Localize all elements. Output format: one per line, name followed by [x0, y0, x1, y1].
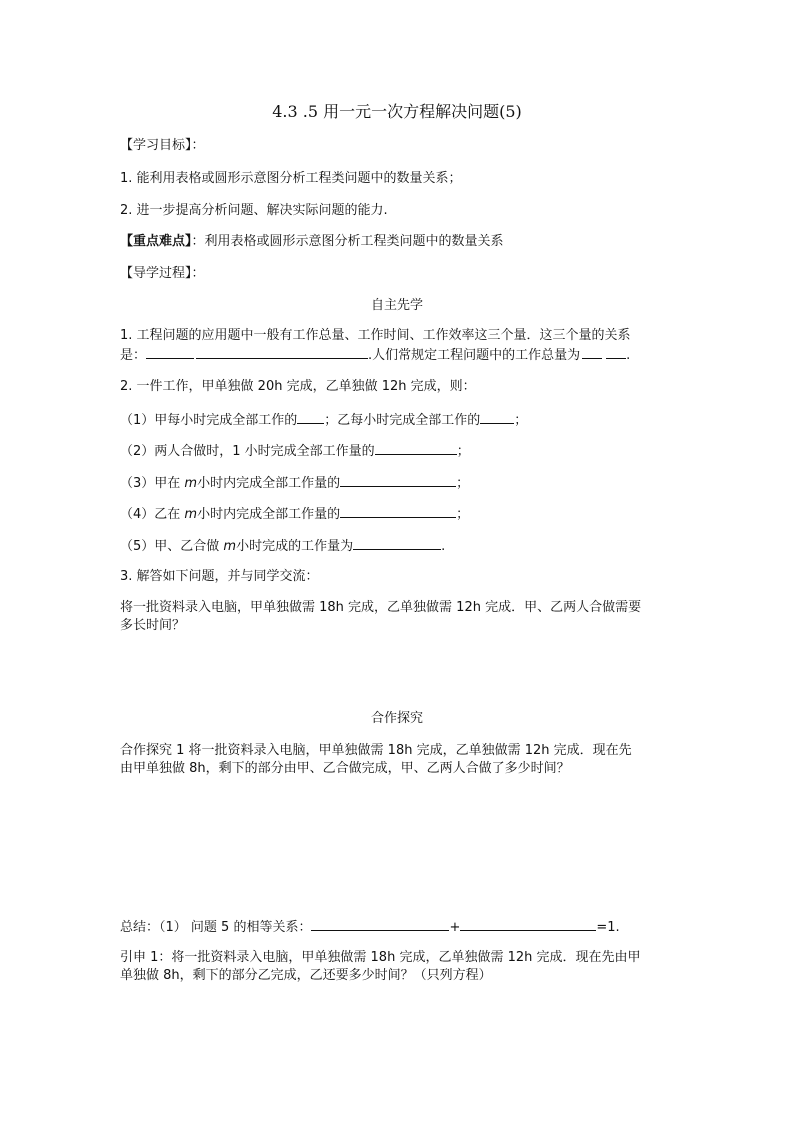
extension-line-1: 引申 1：将一批资料录入电脑，甲单独做需 18h 完成，乙单独做需 12h 完成．现在先由甲 — [120, 950, 641, 965]
q2-2-text: （2）两人合做时，1 小时完成全部工作量的 — [120, 444, 375, 459]
objectives-heading: 【学习目标】： — [120, 138, 205, 153]
q2-3-text: 小时内完成全部工作量的 — [197, 476, 341, 491]
q1-end: . — [626, 348, 631, 363]
objective-item-2: 2. 进一步提高分析问题、解决实际问题的能力. — [120, 203, 388, 218]
q2-3-text: （3）甲在 — [120, 476, 185, 491]
answer-blank[interactable] — [196, 345, 368, 359]
key-points-text: ：利用表格或圆形示意图分析工程类问题中的数量关系 — [191, 234, 504, 249]
variable-m: m — [184, 476, 198, 491]
key-points-heading: 【重点难点】 — [120, 234, 192, 249]
key-points-line — [120, 233, 504, 251]
page-title: 4.3 .5 用一元一次方程解决问题(5) — [272, 102, 522, 121]
cooperation-line-2: 由甲单独做 8h，剩下的部分由甲、乙合做完成，甲、乙两人合做了多少时间？ — [120, 761, 570, 776]
q2-3-end: ； — [456, 476, 470, 491]
answer-blank[interactable] — [375, 441, 457, 455]
q2-4-text: （4）乙在 — [120, 507, 185, 522]
question-2-part-5 — [120, 536, 445, 556]
question-2-part-3 — [120, 473, 469, 493]
q2-5-end: . — [441, 539, 446, 554]
cooperation-line-1: 合作探究 1 将一批资料录入电脑，甲单独做需 18h 完成，乙单独做需 12h 完成．现在先 — [120, 743, 632, 758]
objective-item-1: 1. 能利用表格或圆形示意图分析工程类问题中的数量关系； — [120, 171, 462, 186]
cooperation-heading: 合作探究 — [370, 711, 423, 726]
answer-blank[interactable] — [311, 917, 449, 931]
q2-1-text: ；乙每小时完成全部工作的 — [324, 413, 481, 428]
summary-end: =1. — [596, 920, 620, 935]
q2-4-text: 小时内完成全部工作量的 — [197, 507, 341, 522]
question-3: 3. 解答如下问题，并与同学交流： — [120, 569, 319, 584]
q2-4-end: ； — [456, 507, 470, 522]
question-1-line-1: 1. 工程问题的应用题中一般有工作总量、工作时间、工作效率这三个量．这三个量的关系 — [120, 328, 631, 343]
answer-blank[interactable] — [340, 473, 456, 487]
question-2: 2. 一件工作，甲单独做 20h 完成，乙单独做 12h 完成，则： — [120, 379, 476, 394]
answer-blank[interactable] — [297, 410, 324, 424]
q1-middle: .人们常规定工程问题中的工作总量为 — [368, 348, 581, 363]
answer-blank[interactable] — [353, 536, 441, 550]
answer-blank[interactable] — [606, 345, 626, 359]
process-heading: 【导学过程】： — [120, 266, 205, 281]
variable-m: m — [184, 507, 198, 522]
q2-2-end: ； — [456, 444, 470, 459]
question-3-line-1: 将一批资料录入电脑，甲单独做需 18h 完成，乙单独做需 12h 完成．甲、乙两人合做需要 — [120, 600, 642, 615]
summary-text: 总结：（1） 问题 5 的相等关系： — [120, 920, 312, 935]
q2-5-text: （5）甲、乙合做 — [120, 539, 224, 554]
answer-blank[interactable] — [460, 917, 596, 931]
q2-5-text: 小时完成的工作量为 — [236, 539, 354, 554]
answer-blank[interactable] — [480, 410, 514, 424]
extension-line-2: 单独做 8h，剩下的部分乙完成，乙还要多少时间？（只列方程） — [120, 968, 492, 983]
question-2-part-4 — [120, 504, 469, 524]
answer-blank[interactable] — [340, 504, 456, 518]
question-2-part-2 — [120, 441, 470, 461]
q2-1-text: （1）甲每小时完成全部工作的 — [120, 413, 298, 428]
q1-prefix: 是： — [120, 348, 147, 363]
answer-blank[interactable] — [146, 345, 194, 359]
plus-sign: + — [449, 920, 461, 935]
question-2-part-1 — [120, 410, 527, 430]
variable-m: m — [223, 539, 237, 554]
summary-line — [120, 917, 620, 937]
answer-blank[interactable] — [582, 345, 602, 359]
q2-1-end: ； — [514, 413, 528, 428]
question-3-line-2: 多长时间？ — [120, 618, 186, 633]
self-study-heading: 自主先学 — [370, 298, 423, 313]
question-1-line-2 — [120, 345, 630, 365]
